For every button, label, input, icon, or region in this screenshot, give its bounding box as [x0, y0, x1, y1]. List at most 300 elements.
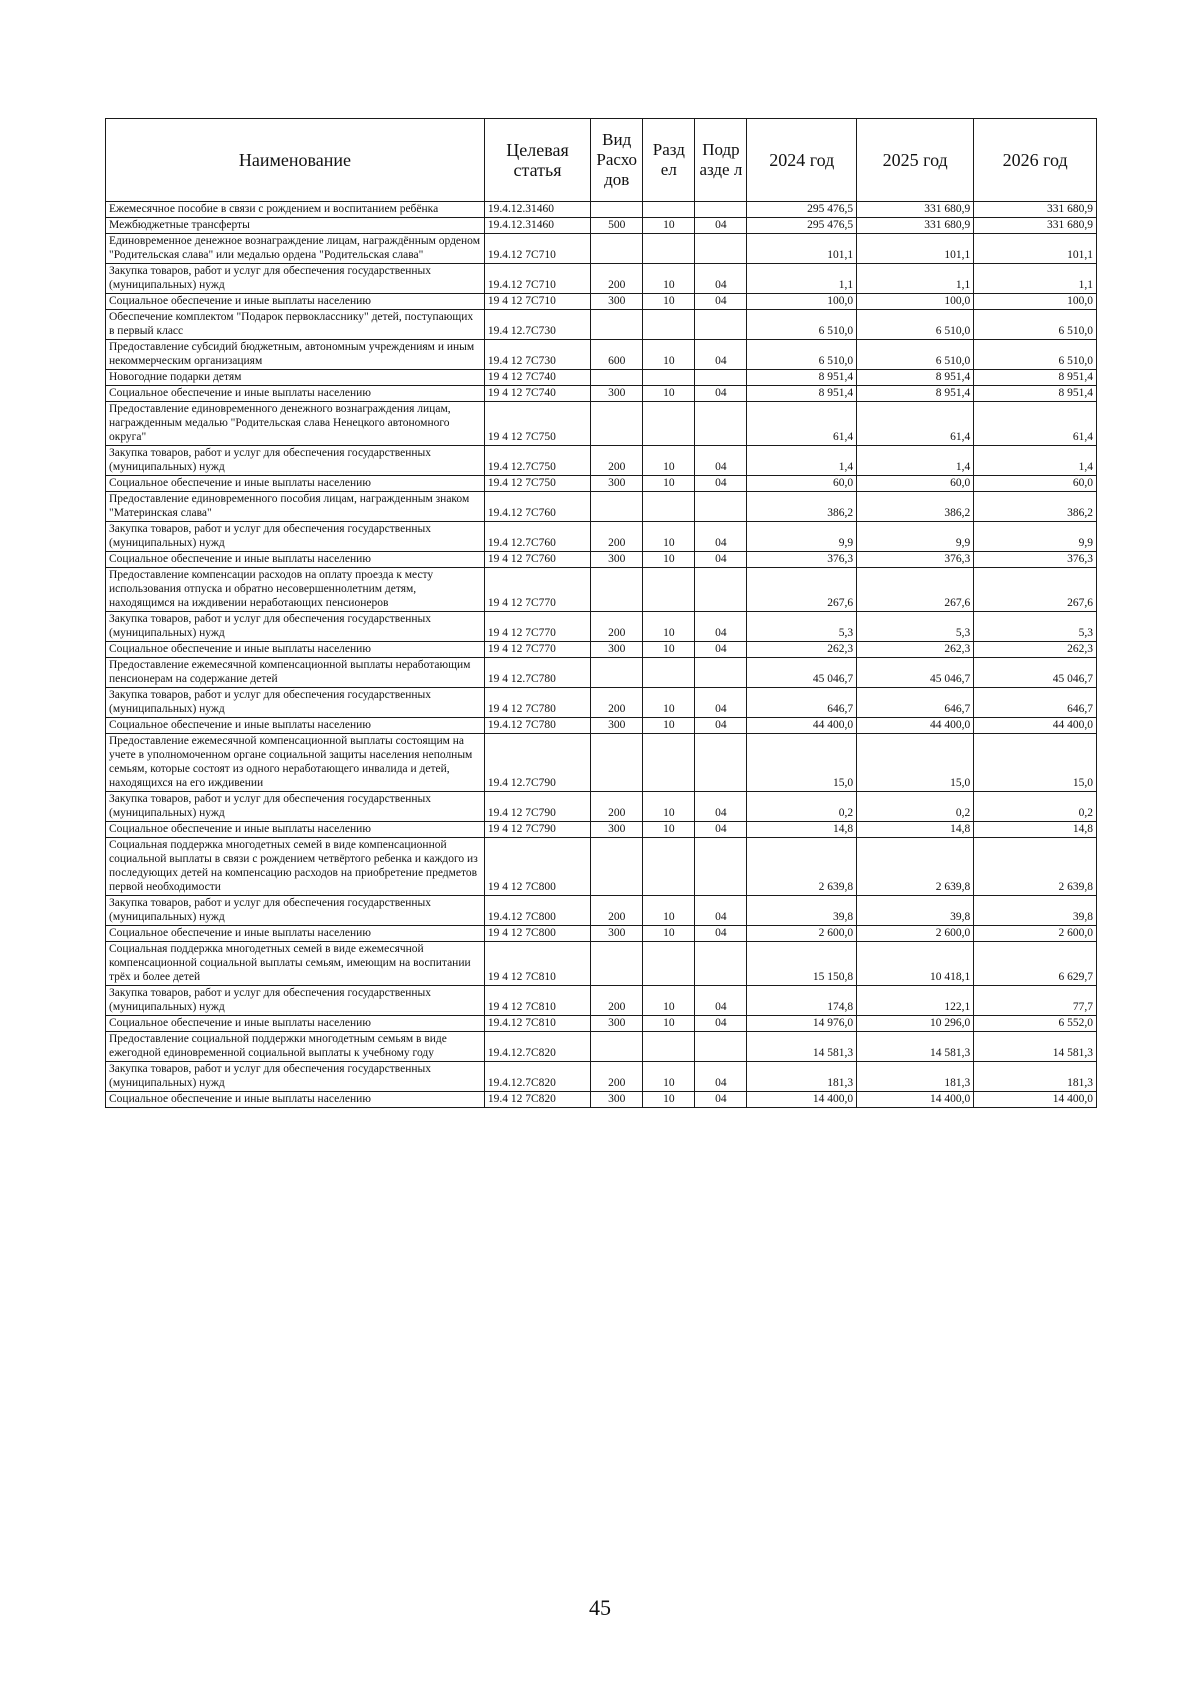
row-code-cell: 19.4.12.31460	[484, 218, 590, 234]
row-expense-kind-cell	[591, 370, 643, 386]
table-row	[106, 1032, 1097, 1062]
table-row	[106, 688, 1097, 718]
row-section-cell: 10	[643, 1092, 695, 1108]
row-section-cell: 10	[643, 1062, 695, 1092]
table-body	[106, 202, 1097, 1108]
row-name-cell: Социальное обеспечение и иные выплаты населению	[106, 1016, 485, 1032]
row-2026-cell: 6 552,0	[974, 1016, 1097, 1032]
row-code-cell: 19.4 12 7С750	[484, 476, 590, 492]
row-2026-cell: 331 680,9	[974, 218, 1097, 234]
row-name-cell: Предоставление единовременного пособия лицам, награжденным знаком "Материнская слава"	[106, 492, 485, 522]
row-name-cell: Закупка товаров, работ и услуг для обеспечения государственных (муниципальных) нужд	[106, 986, 485, 1016]
row-2026-cell: 6 629,7	[974, 942, 1097, 986]
row-expense-kind-cell: 200	[591, 792, 643, 822]
row-2025-cell: 0,2	[857, 792, 974, 822]
row-name-cell: Социальное обеспечение и иные выплаты населению	[106, 294, 485, 310]
row-subsection-cell: 04	[695, 822, 747, 838]
row-expense-kind-cell	[591, 942, 643, 986]
row-2026-cell: 61,4	[974, 402, 1097, 446]
row-code-cell: 19 4 12 7С810	[484, 986, 590, 1016]
table-row	[106, 986, 1097, 1016]
row-section-cell	[643, 658, 695, 688]
row-2026-cell: 14,8	[974, 822, 1097, 838]
row-subsection-cell	[695, 202, 747, 218]
row-2026-cell: 386,2	[974, 492, 1097, 522]
row-subsection-cell	[695, 492, 747, 522]
row-2024-cell: 100,0	[747, 294, 857, 310]
row-section-cell	[643, 234, 695, 264]
row-subsection-cell: 04	[695, 1016, 747, 1032]
table-row	[106, 642, 1097, 658]
row-subsection-cell: 04	[695, 476, 747, 492]
row-code-cell: 19 4 12 7С810	[484, 942, 590, 986]
row-2026-cell: 14 581,3	[974, 1032, 1097, 1062]
table-row	[106, 658, 1097, 688]
row-name-cell: Межбюджетные трансферты	[106, 218, 485, 234]
row-2026-cell: 39,8	[974, 896, 1097, 926]
row-2026-cell: 1,1	[974, 264, 1097, 294]
row-code-cell: 19.4.12.7С820	[484, 1032, 590, 1062]
row-2024-cell: 60,0	[747, 476, 857, 492]
row-subsection-cell: 04	[695, 386, 747, 402]
table-row	[106, 386, 1097, 402]
row-name-cell: Закупка товаров, работ и услуг для обеспечения государственных (муниципальных) нужд	[106, 446, 485, 476]
row-subsection-cell: 04	[695, 792, 747, 822]
row-name-cell: Единовременное денежное вознаграждение лицам, награждённым орденом "Родительская слава" или медалью ордена "Родительская слава"	[106, 234, 485, 264]
row-expense-kind-cell	[591, 658, 643, 688]
row-subsection-cell: 04	[695, 718, 747, 734]
row-2024-cell: 15,0	[747, 734, 857, 792]
row-2025-cell: 45 046,7	[857, 658, 974, 688]
row-subsection-cell: 04	[695, 612, 747, 642]
row-2025-cell: 61,4	[857, 402, 974, 446]
row-expense-kind-cell: 300	[591, 642, 643, 658]
row-subsection-cell: 04	[695, 446, 747, 476]
row-2025-cell: 331 680,9	[857, 218, 974, 234]
row-2024-cell: 8 951,4	[747, 370, 857, 386]
row-2025-cell: 44 400,0	[857, 718, 974, 734]
row-expense-kind-cell: 300	[591, 552, 643, 568]
row-2025-cell: 9,9	[857, 522, 974, 552]
row-2025-cell: 14 581,3	[857, 1032, 974, 1062]
table-row	[106, 340, 1097, 370]
row-section-cell: 10	[643, 264, 695, 294]
row-subsection-cell	[695, 658, 747, 688]
row-2026-cell: 101,1	[974, 234, 1097, 264]
header-kind: Вид Расхо дов	[591, 119, 643, 202]
row-2025-cell: 331 680,9	[857, 202, 974, 218]
row-2024-cell: 14 400,0	[747, 1092, 857, 1108]
table-row	[106, 294, 1097, 310]
row-expense-kind-cell: 300	[591, 386, 643, 402]
row-code-cell: 19.4 12.7С790	[484, 734, 590, 792]
row-subsection-cell	[695, 838, 747, 896]
row-2024-cell: 14,8	[747, 822, 857, 838]
row-subsection-cell: 04	[695, 522, 747, 552]
row-code-cell: 19.4.12 7С760	[484, 492, 590, 522]
row-subsection-cell	[695, 234, 747, 264]
row-expense-kind-cell: 200	[591, 896, 643, 926]
row-2026-cell: 14 400,0	[974, 1092, 1097, 1108]
row-section-cell: 10	[643, 1016, 695, 1032]
row-name-cell: Предоставление компенсации расходов на оплату проезда к месту использования отпуска и обратно несовершеннолетним детям, находящимся на иждивении неработающих пенсионеров	[106, 568, 485, 612]
row-2026-cell: 60,0	[974, 476, 1097, 492]
row-name-cell: Социальное обеспечение и иные выплаты населению	[106, 476, 485, 492]
row-2024-cell: 44 400,0	[747, 718, 857, 734]
header-row	[106, 119, 1097, 202]
row-2024-cell: 6 510,0	[747, 310, 857, 340]
row-section-cell: 10	[643, 822, 695, 838]
table-row	[106, 1092, 1097, 1108]
row-subsection-cell: 04	[695, 926, 747, 942]
row-2024-cell: 9,9	[747, 522, 857, 552]
row-subsection-cell: 04	[695, 1062, 747, 1092]
row-2025-cell: 10 296,0	[857, 1016, 974, 1032]
row-2025-cell: 39,8	[857, 896, 974, 926]
table-row	[106, 942, 1097, 986]
row-code-cell: 19.4 12.7С750	[484, 446, 590, 476]
row-code-cell: 19 4 12 7С740	[484, 370, 590, 386]
row-expense-kind-cell: 200	[591, 688, 643, 718]
row-code-cell: 19 4 12 7С740	[484, 386, 590, 402]
row-expense-kind-cell	[591, 402, 643, 446]
row-expense-kind-cell: 200	[591, 612, 643, 642]
row-code-cell: 19 4 12 7С780	[484, 688, 590, 718]
row-2025-cell: 376,3	[857, 552, 974, 568]
row-expense-kind-cell: 300	[591, 718, 643, 734]
row-subsection-cell: 04	[695, 688, 747, 718]
row-code-cell: 19.4 12 7С730	[484, 340, 590, 370]
row-name-cell: Предоставление ежемесячной компенсационной выплаты неработающим пенсионерам на содержание детей	[106, 658, 485, 688]
row-section-cell: 10	[643, 718, 695, 734]
table-row	[106, 926, 1097, 942]
row-subsection-cell: 04	[695, 642, 747, 658]
row-2025-cell: 8 951,4	[857, 370, 974, 386]
row-2024-cell: 295 476,5	[747, 202, 857, 218]
row-section-cell: 10	[643, 792, 695, 822]
row-expense-kind-cell: 500	[591, 218, 643, 234]
row-expense-kind-cell: 300	[591, 294, 643, 310]
row-2025-cell: 646,7	[857, 688, 974, 718]
row-2024-cell: 45 046,7	[747, 658, 857, 688]
row-expense-kind-cell: 300	[591, 1092, 643, 1108]
row-2026-cell: 9,9	[974, 522, 1097, 552]
row-code-cell: 19 4 12 7С800	[484, 838, 590, 896]
row-2025-cell: 2 639,8	[857, 838, 974, 896]
row-expense-kind-cell	[591, 1032, 643, 1062]
row-2026-cell: 262,3	[974, 642, 1097, 658]
row-code-cell: 19.4 12.7С730	[484, 310, 590, 340]
row-name-cell: Ежемесячное пособие в связи с рождением и воспитанием ребёнка	[106, 202, 485, 218]
row-expense-kind-cell: 300	[591, 926, 643, 942]
row-2024-cell: 39,8	[747, 896, 857, 926]
row-2025-cell: 267,6	[857, 568, 974, 612]
row-section-cell: 10	[643, 986, 695, 1016]
row-name-cell: Социальная поддержка многодетных семей в виде ежемесячной компенсационной социальной выплаты семьям, имеющим на воспитании трёх и более детей	[106, 942, 485, 986]
row-code-cell: 19.4.12.7С820	[484, 1062, 590, 1092]
row-subsection-cell: 04	[695, 218, 747, 234]
row-subsection-cell: 04	[695, 986, 747, 1016]
row-section-cell	[643, 402, 695, 446]
row-2026-cell: 77,7	[974, 986, 1097, 1016]
row-2026-cell: 5,3	[974, 612, 1097, 642]
table-row	[106, 234, 1097, 264]
row-2026-cell: 376,3	[974, 552, 1097, 568]
row-2024-cell: 376,3	[747, 552, 857, 568]
row-name-cell: Обеспечение комплектом "Подарок первокласснику" детей, поступающих в первый класс	[106, 310, 485, 340]
row-2024-cell: 101,1	[747, 234, 857, 264]
row-2024-cell: 15 150,8	[747, 942, 857, 986]
row-name-cell: Закупка товаров, работ и услуг для обеспечения государственных (муниципальных) нужд	[106, 612, 485, 642]
row-2024-cell: 174,8	[747, 986, 857, 1016]
table-row	[106, 202, 1097, 218]
row-2026-cell: 0,2	[974, 792, 1097, 822]
row-section-cell	[643, 1032, 695, 1062]
row-2025-cell: 6 510,0	[857, 340, 974, 370]
row-2024-cell: 14 976,0	[747, 1016, 857, 1032]
row-2025-cell: 122,1	[857, 986, 974, 1016]
row-2024-cell: 2 639,8	[747, 838, 857, 896]
row-name-cell: Социальное обеспечение и иные выплаты населению	[106, 386, 485, 402]
table-row	[106, 612, 1097, 642]
row-section-cell: 10	[643, 522, 695, 552]
row-expense-kind-cell: 200	[591, 522, 643, 552]
row-2025-cell: 262,3	[857, 642, 974, 658]
row-2026-cell: 15,0	[974, 734, 1097, 792]
row-2024-cell: 14 581,3	[747, 1032, 857, 1062]
table-row	[106, 522, 1097, 552]
table-row	[106, 264, 1097, 294]
row-name-cell: Новогодние подарки детям	[106, 370, 485, 386]
row-2025-cell: 386,2	[857, 492, 974, 522]
row-section-cell: 10	[643, 688, 695, 718]
row-name-cell: Закупка товаров, работ и услуг для обеспечения государственных (муниципальных) нужд	[106, 896, 485, 926]
row-2024-cell: 2 600,0	[747, 926, 857, 942]
row-2026-cell: 8 951,4	[974, 370, 1097, 386]
row-2025-cell: 1,1	[857, 264, 974, 294]
table-row	[106, 552, 1097, 568]
row-2026-cell: 6 510,0	[974, 310, 1097, 340]
row-section-cell: 10	[643, 340, 695, 370]
row-subsection-cell: 04	[695, 340, 747, 370]
row-section-cell	[643, 568, 695, 612]
header-2024: 2024 год	[747, 119, 857, 202]
table-row	[106, 476, 1097, 492]
row-section-cell	[643, 942, 695, 986]
page-number: 45	[589, 1595, 611, 1620]
table-row	[106, 402, 1097, 446]
row-2025-cell: 8 951,4	[857, 386, 974, 402]
row-2026-cell: 181,3	[974, 1062, 1097, 1092]
row-2024-cell: 61,4	[747, 402, 857, 446]
row-expense-kind-cell: 200	[591, 986, 643, 1016]
row-expense-kind-cell	[591, 310, 643, 340]
row-name-cell: Социальное обеспечение и иные выплаты населению	[106, 718, 485, 734]
row-code-cell: 19.4.12 7С800	[484, 896, 590, 926]
row-section-cell	[643, 838, 695, 896]
row-code-cell: 19.4 12.7С760	[484, 522, 590, 552]
row-subsection-cell: 04	[695, 896, 747, 926]
row-2025-cell: 60,0	[857, 476, 974, 492]
row-name-cell: Социальное обеспечение и иные выплаты населению	[106, 926, 485, 942]
row-2025-cell: 1,4	[857, 446, 974, 476]
row-code-cell: 19.4.12 7С710	[484, 234, 590, 264]
row-2024-cell: 6 510,0	[747, 340, 857, 370]
row-2024-cell: 5,3	[747, 612, 857, 642]
row-code-cell: 19 4 12 7С770	[484, 612, 590, 642]
header-2025: 2025 год	[857, 119, 974, 202]
row-code-cell: 19 4 12 7С760	[484, 552, 590, 568]
header-name: Наименование	[106, 119, 485, 202]
row-2024-cell: 386,2	[747, 492, 857, 522]
row-2024-cell: 295 476,5	[747, 218, 857, 234]
row-name-cell: Предоставление единовременного денежного вознаграждения лицам, награжденным медалью "Родительская слава Ненецкого автономного округа"	[106, 402, 485, 446]
row-expense-kind-cell: 300	[591, 1016, 643, 1032]
row-2025-cell: 181,3	[857, 1062, 974, 1092]
header-subsection: Подр азде л	[695, 119, 747, 202]
row-expense-kind-cell	[591, 734, 643, 792]
row-code-cell: 19.4.12 7С710	[484, 264, 590, 294]
row-expense-kind-cell: 200	[591, 446, 643, 476]
row-section-cell	[643, 202, 695, 218]
row-subsection-cell	[695, 402, 747, 446]
row-section-cell: 10	[643, 612, 695, 642]
row-name-cell: Закупка товаров, работ и услуг для обеспечения государственных (муниципальных) нужд	[106, 792, 485, 822]
row-name-cell: Социальное обеспечение и иные выплаты населению	[106, 822, 485, 838]
row-expense-kind-cell: 300	[591, 476, 643, 492]
row-2026-cell: 1,4	[974, 446, 1097, 476]
row-section-cell: 10	[643, 476, 695, 492]
table-row	[106, 792, 1097, 822]
row-2026-cell: 267,6	[974, 568, 1097, 612]
row-expense-kind-cell: 600	[591, 340, 643, 370]
row-name-cell: Социальное обеспечение и иные выплаты населению	[106, 642, 485, 658]
row-2026-cell: 44 400,0	[974, 718, 1097, 734]
row-2024-cell: 1,1	[747, 264, 857, 294]
row-subsection-cell	[695, 1032, 747, 1062]
row-section-cell	[643, 734, 695, 792]
row-2025-cell: 10 418,1	[857, 942, 974, 986]
row-name-cell: Социальное обеспечение и иные выплаты населению	[106, 552, 485, 568]
row-section-cell	[643, 310, 695, 340]
row-code-cell: 19 4 12 7С710	[484, 294, 590, 310]
row-name-cell: Предоставление ежемесячной компенсационной выплаты состоящим на учете в уполномоченном органе социальной защиты населения неполным семьям, которые состоят из одного неработающего инвалида и детей, находящихся на его иждивении	[106, 734, 485, 792]
row-section-cell: 10	[643, 642, 695, 658]
table-row	[106, 446, 1097, 476]
row-2025-cell: 5,3	[857, 612, 974, 642]
row-code-cell: 19.4.12 7С810	[484, 1016, 590, 1032]
row-subsection-cell: 04	[695, 1092, 747, 1108]
row-subsection-cell	[695, 942, 747, 986]
row-2025-cell: 101,1	[857, 234, 974, 264]
row-subsection-cell	[695, 370, 747, 386]
row-code-cell: 19.4.12.31460	[484, 202, 590, 218]
row-subsection-cell: 04	[695, 552, 747, 568]
row-section-cell: 10	[643, 294, 695, 310]
row-2025-cell: 14,8	[857, 822, 974, 838]
table-row	[106, 370, 1097, 386]
row-subsection-cell	[695, 734, 747, 792]
table-row	[106, 1062, 1097, 1092]
row-2025-cell: 100,0	[857, 294, 974, 310]
table-row	[106, 218, 1097, 234]
row-code-cell: 19 4 12 7С770	[484, 642, 590, 658]
table-row	[106, 838, 1097, 896]
row-name-cell: Социальная поддержка многодетных семей в виде компенсационной социальной выплаты в связи с рождением четвёртого ребенка и каждого из последующих детей на компенсацию расходов на приобретение предметов первой необходимости	[106, 838, 485, 896]
row-name-cell: Закупка товаров, работ и услуг для обеспечения государственных (муниципальных) нужд	[106, 522, 485, 552]
row-2026-cell: 6 510,0	[974, 340, 1097, 370]
row-section-cell	[643, 370, 695, 386]
row-2026-cell: 2 600,0	[974, 926, 1097, 942]
table-row	[106, 310, 1097, 340]
table-row	[106, 734, 1097, 792]
table-row	[106, 896, 1097, 926]
row-subsection-cell: 04	[695, 264, 747, 294]
row-2024-cell: 646,7	[747, 688, 857, 718]
row-name-cell: Предоставление субсидий бюджетным, автономным учреждениям и иным некоммерческим организациям	[106, 340, 485, 370]
row-name-cell: Социальное обеспечение и иные выплаты населению	[106, 1092, 485, 1108]
row-2025-cell: 15,0	[857, 734, 974, 792]
table-row	[106, 718, 1097, 734]
row-expense-kind-cell	[591, 492, 643, 522]
row-code-cell: 19 4 12 7С790	[484, 822, 590, 838]
row-code-cell: 19 4 12 7С800	[484, 926, 590, 942]
row-2026-cell: 2 639,8	[974, 838, 1097, 896]
row-code-cell: 19.4.12 7С780	[484, 718, 590, 734]
table-row	[106, 492, 1097, 522]
row-name-cell: Закупка товаров, работ и услуг для обеспечения государственных (муниципальных) нужд	[106, 688, 485, 718]
header-2026: 2026 год	[974, 119, 1097, 202]
row-code-cell: 19 4 12 7С750	[484, 402, 590, 446]
row-expense-kind-cell	[591, 234, 643, 264]
row-code-cell: 19 4 12.7С780	[484, 658, 590, 688]
row-2026-cell: 646,7	[974, 688, 1097, 718]
budget-table	[105, 118, 1097, 1108]
row-name-cell: Закупка товаров, работ и услуг для обеспечения государственных (муниципальных) нужд	[106, 1062, 485, 1092]
row-expense-kind-cell: 200	[591, 1062, 643, 1092]
row-section-cell	[643, 492, 695, 522]
row-name-cell: Предоставление социальной поддержки многодетным семьям в виде ежегодной единовременной социальной выплаты к учебному году	[106, 1032, 485, 1062]
row-subsection-cell	[695, 310, 747, 340]
row-2024-cell: 267,6	[747, 568, 857, 612]
table-row	[106, 1016, 1097, 1032]
row-2026-cell: 100,0	[974, 294, 1097, 310]
row-2024-cell: 8 951,4	[747, 386, 857, 402]
row-2024-cell: 181,3	[747, 1062, 857, 1092]
row-subsection-cell	[695, 568, 747, 612]
row-2026-cell: 8 951,4	[974, 386, 1097, 402]
row-section-cell: 10	[643, 446, 695, 476]
row-2024-cell: 262,3	[747, 642, 857, 658]
row-2025-cell: 6 510,0	[857, 310, 974, 340]
row-expense-kind-cell: 300	[591, 822, 643, 838]
header-target: Целевая статья	[484, 119, 590, 202]
table-row	[106, 822, 1097, 838]
row-expense-kind-cell	[591, 568, 643, 612]
row-2024-cell: 0,2	[747, 792, 857, 822]
row-expense-kind-cell	[591, 202, 643, 218]
table-row	[106, 568, 1097, 612]
row-expense-kind-cell	[591, 838, 643, 896]
row-2026-cell: 331 680,9	[974, 202, 1097, 218]
row-section-cell: 10	[643, 926, 695, 942]
row-section-cell: 10	[643, 896, 695, 926]
row-2026-cell: 45 046,7	[974, 658, 1097, 688]
row-section-cell: 10	[643, 552, 695, 568]
row-code-cell: 19.4 12 7С790	[484, 792, 590, 822]
row-code-cell: 19.4 12 7С820	[484, 1092, 590, 1108]
row-code-cell: 19 4 12 7С770	[484, 568, 590, 612]
